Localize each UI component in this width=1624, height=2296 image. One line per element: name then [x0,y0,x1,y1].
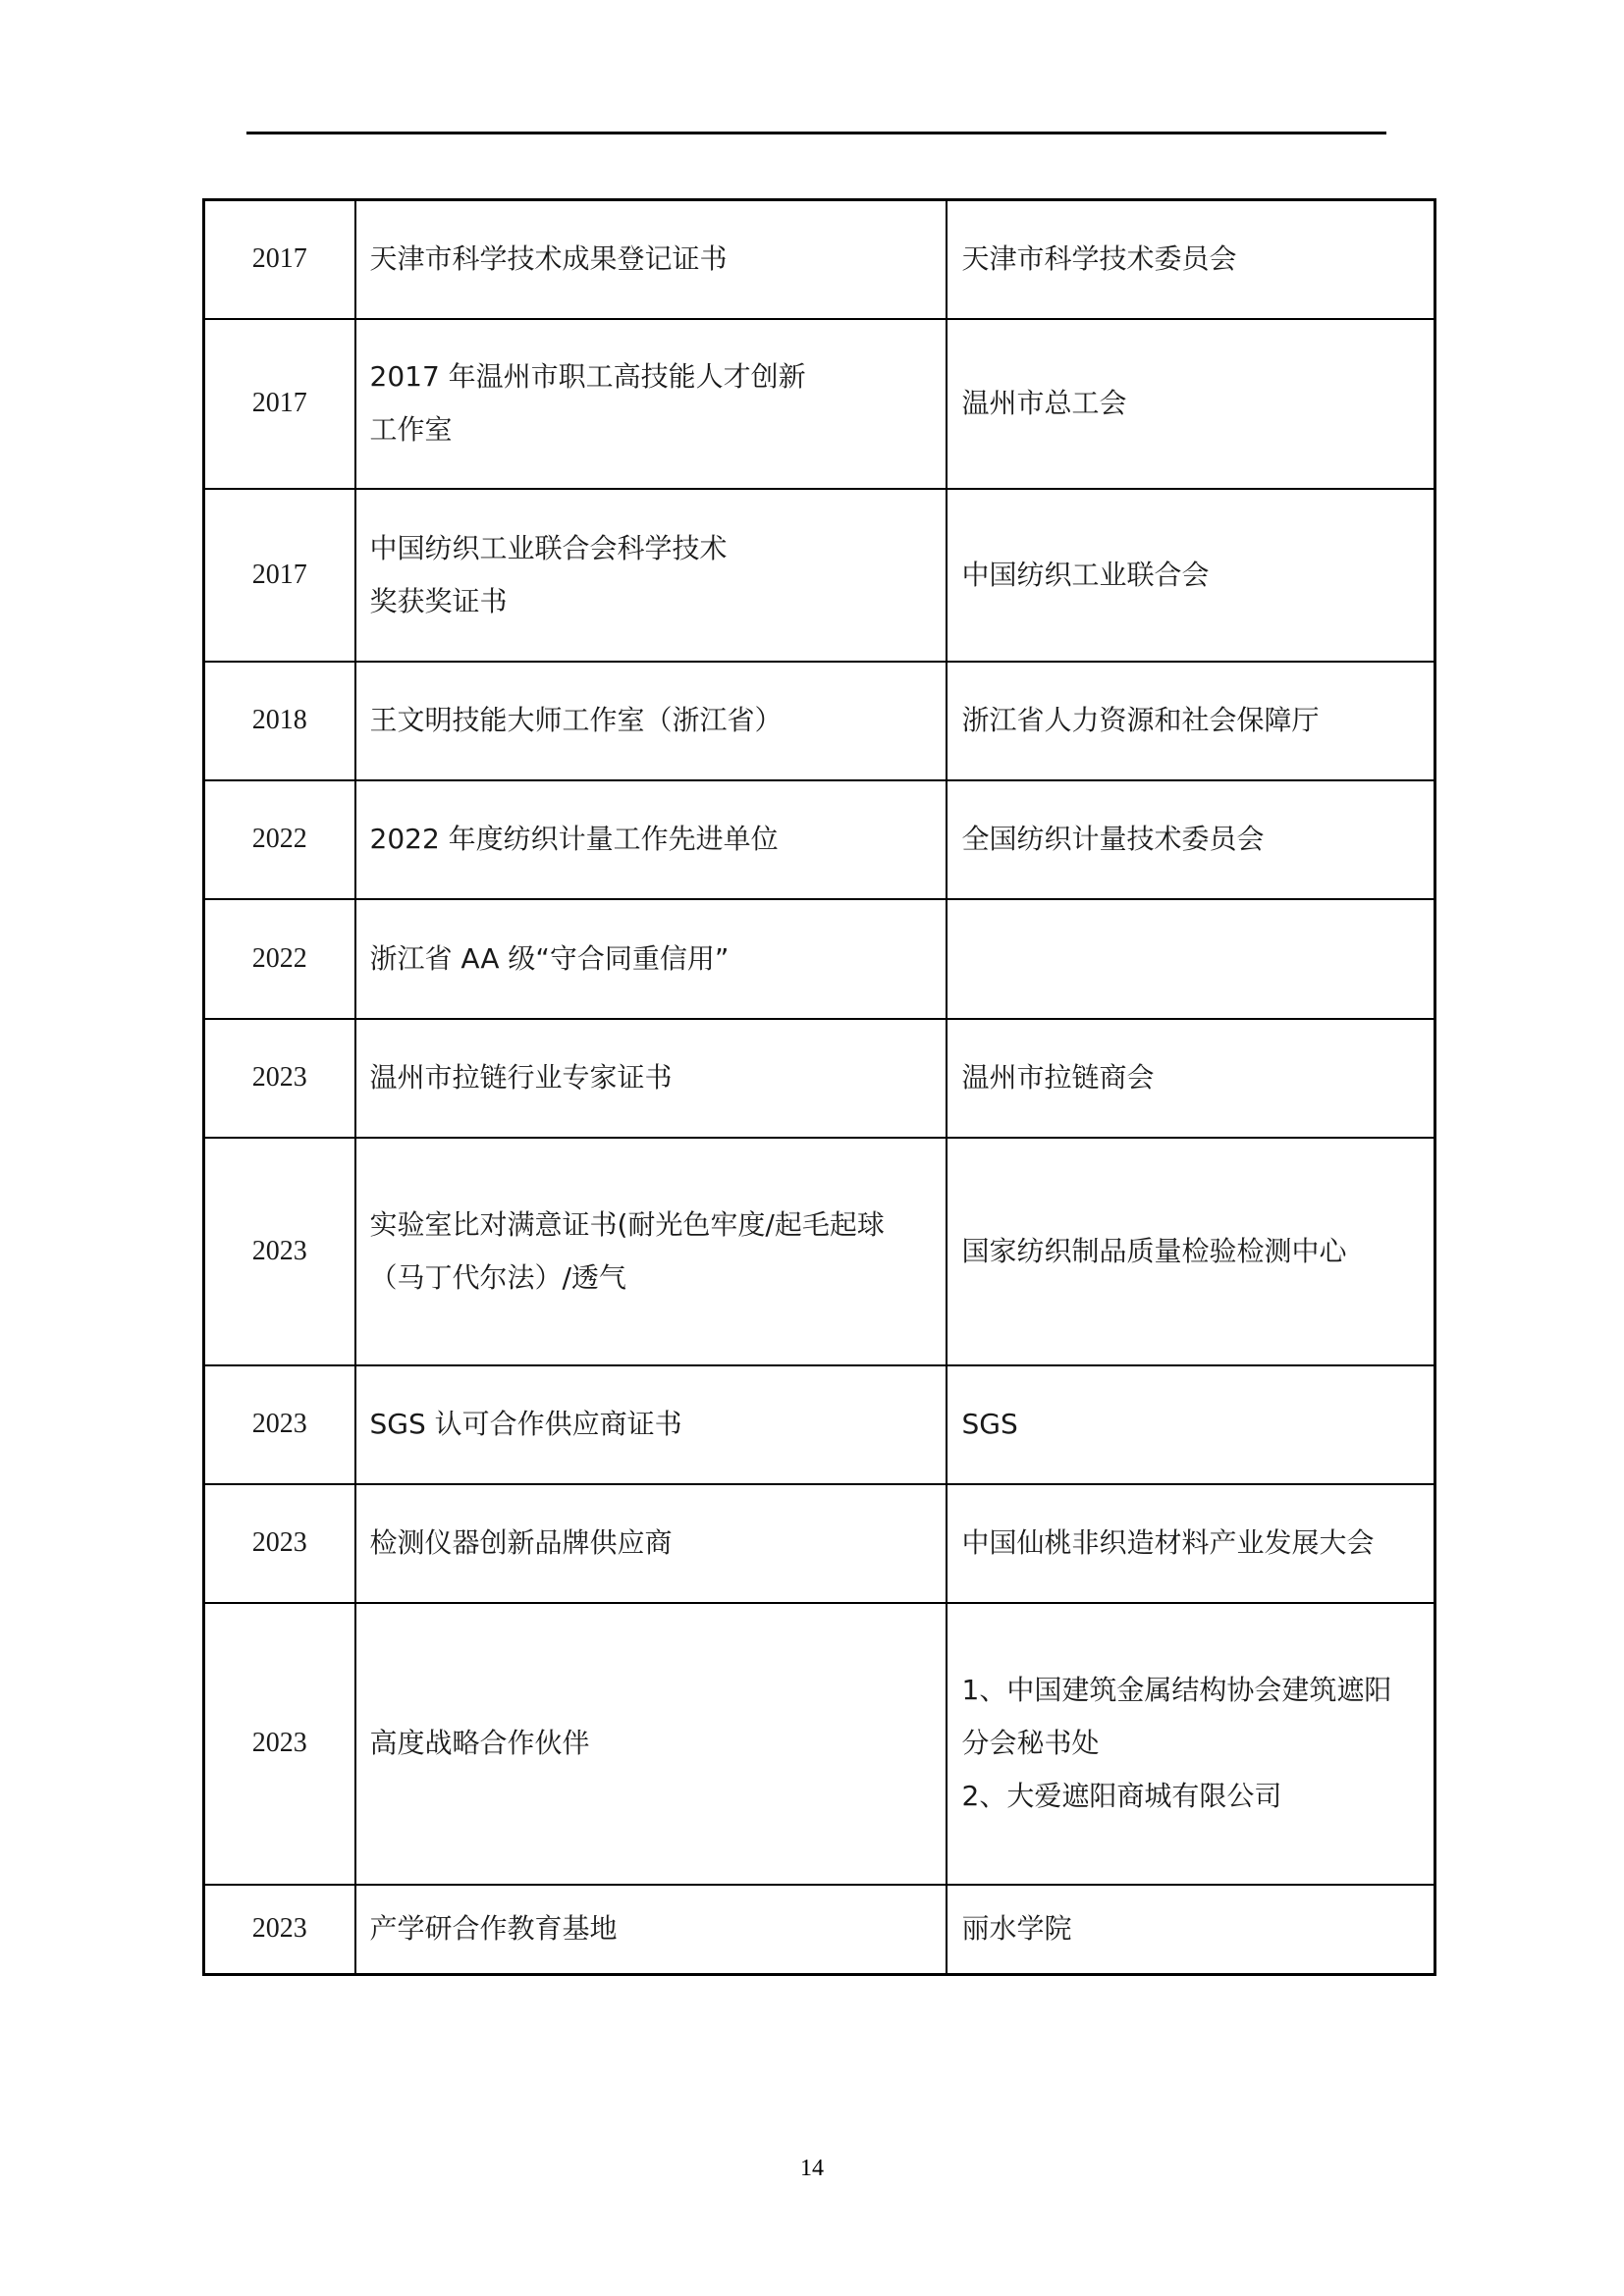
page-number: 14 [800,2156,824,2181]
row-year: 2017 [204,489,355,662]
table-row [204,1138,1435,1365]
row-year: 2017 [204,319,355,489]
row-certificate-name: SGS 认可合作供应商证书 [355,1365,947,1484]
table-row [204,1885,1435,1975]
row-year: 2023 [204,1603,355,1885]
row-issuer: 中国仙桃非织造材料产业发展大会 [947,1484,1435,1603]
row-year: 2023 [204,1019,355,1138]
row-year: 2023 [204,1885,355,1975]
row-issuer: SGS [947,1365,1435,1484]
table-row [204,489,1435,662]
row-certificate-name: 产学研合作教育基地 [355,1885,947,1975]
certificates-table [202,198,1436,1976]
row-year: 2022 [204,780,355,899]
row-issuer: 天津市科学技术委员会 [947,200,1435,319]
row-certificate-name: 实验室比对满意证书(耐光色牢度/起毛起球 （马丁代尔法）/透气 [355,1138,947,1365]
row-certificate-name: 2022 年度纺织计量工作先进单位 [355,780,947,899]
row-issuer [947,899,1435,1019]
row-certificate-name: 浙江省 AA 级“守合同重信用” [355,899,947,1019]
row-certificate-name: 中国纺织工业联合会科学技术 奖获奖证书 [355,489,947,662]
row-issuer: 全国纺织计量技术委员会 [947,780,1435,899]
row-certificate-name: 天津市科学技术成果登记证书 [355,200,947,319]
table-row [204,1019,1435,1138]
row-year: 2023 [204,1484,355,1603]
row-certificate-name: 温州市拉链行业专家证书 [355,1019,947,1138]
row-year: 2022 [204,899,355,1019]
table-row [204,1484,1435,1603]
row-year: 2023 [204,1365,355,1484]
row-year: 2017 [204,200,355,319]
row-year: 2023 [204,1138,355,1365]
row-issuer: 丽水学院 [947,1885,1435,1975]
row-certificate-name: 高度战略合作伙伴 [355,1603,947,1885]
table-row [204,780,1435,899]
row-certificate-name: 王文明技能大师工作室（浙江省） [355,662,947,780]
table-row [204,319,1435,489]
row-issuer: 中国纺织工业联合会 [947,489,1435,662]
row-issuer: 温州市总工会 [947,319,1435,489]
header-rule [246,132,1386,134]
table-row [204,899,1435,1019]
row-issuer: 浙江省人力资源和社会保障厅 [947,662,1435,780]
row-certificate-name: 检测仪器创新品牌供应商 [355,1484,947,1603]
row-issuer: 温州市拉链商会 [947,1019,1435,1138]
table-row [204,1603,1435,1885]
table-row [204,200,1435,319]
row-issuer: 1、中国建筑金属结构协会建筑遮阳 分会秘书处 2、大爱遮阳商城有限公司 [947,1603,1435,1885]
row-year: 2018 [204,662,355,780]
row-certificate-name: 2017 年温州市职工高技能人才创新 工作室 [355,319,947,489]
row-issuer: 国家纺织制品质量检验检测中心 [947,1138,1435,1365]
table-row [204,1365,1435,1484]
table-row [204,662,1435,780]
